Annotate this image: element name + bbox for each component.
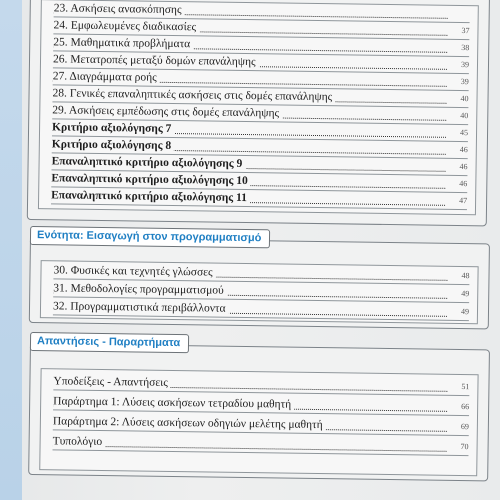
toc-row-text: 24. Εμφωλευμένες διαδικασίες <box>53 19 199 33</box>
toc-row-text: Υποδείξεις - Απαντήσεις <box>53 375 171 389</box>
toc-row-text: Επαναληπτικό κριτήριο αξιολόγησης 11 <box>51 189 250 204</box>
toc-row-text: Παράρτημα 1: Λύσεις ασκήσεων τετραδίου μαθητή <box>53 395 294 410</box>
toc-list <box>39 368 478 476</box>
page-number: 46 <box>459 145 468 155</box>
toc-row-text: 27. Διαγράμματα ροής <box>53 70 160 83</box>
page-number: 46 <box>459 179 468 189</box>
page-number: 49 <box>461 289 470 299</box>
toc-row <box>53 373 469 396</box>
page-number: 47 <box>459 196 468 206</box>
page-number: 38 <box>461 43 470 53</box>
page-number: 40 <box>460 94 469 104</box>
toc-row-text: 25. Μαθηματικά προβλήματα <box>53 36 193 50</box>
toc-row-text: 32. Προγραμματιστικά περιβάλλοντα <box>53 300 229 314</box>
page-number: 40 <box>460 111 469 121</box>
page-number: 69 <box>460 422 469 432</box>
toc-row-text: Παράρτημα 2: Λύσεις ασκήσεων οδηγιών μελέτης μαθητή <box>53 415 326 431</box>
toc-list <box>38 0 479 215</box>
section-tab-title: Απαντήσεις - Παραρτήματα <box>30 332 189 353</box>
page-number: 66 <box>461 402 470 412</box>
toc-row-text: 28. Γενικές επαναληπτικές ασκήσεις στις δομές επανάληψης <box>52 87 335 103</box>
toc-row-text: 30. Φυσικές και τεχνητές γλώσσες <box>53 264 215 278</box>
page-number: 46 <box>459 162 468 172</box>
toc-section-answers-appendices <box>28 335 490 481</box>
page-number: 48 <box>461 271 470 281</box>
page-number: 70 <box>460 442 469 452</box>
toc-row-text: 23. Ασκήσεις ανασκόπησης <box>54 2 185 16</box>
toc-row-text: 26. Μετατροπές μεταξύ δομών επανάληψης <box>53 53 259 68</box>
page-number: 49 <box>460 307 470 317</box>
toc-row <box>53 393 469 416</box>
page-number: 37 <box>461 26 470 36</box>
page-number: 39 <box>460 77 469 87</box>
page-number: 51 <box>461 382 470 392</box>
page-number: 45 <box>459 128 469 138</box>
toc-row <box>53 413 469 436</box>
toc-row <box>53 433 469 456</box>
section-tab-title: Ενότητα: Εισαγωγή στον προγραμματισμό <box>30 226 271 248</box>
toc-row-text: Τυπολόγιο <box>53 435 106 448</box>
toc-row-text: Επαναληπτικό κριτήριο αξιολόγησης 9 <box>52 155 246 170</box>
toc-section-loops <box>27 0 490 226</box>
page-number: 39 <box>460 60 470 70</box>
toc-row-text: Κριτήριο αξιολόγησης 7 <box>52 121 174 135</box>
toc-list <box>40 260 479 324</box>
toc-section-programming-intro <box>29 229 490 329</box>
blue-margin-strip <box>0 0 22 500</box>
toc-row-text: Επαναληπτικό κριτήριο αξιολόγησης 10 <box>51 172 251 187</box>
toc-row-text: Κριτήριο αξιολόγησης 8 <box>52 138 174 152</box>
toc-row-text: 29. Ασκήσεις εμπέδωσης στις δομές επανάληψης <box>52 104 282 119</box>
toc-row-text: 31. Μεθοδολογίες προγραμματισμού <box>53 282 227 296</box>
